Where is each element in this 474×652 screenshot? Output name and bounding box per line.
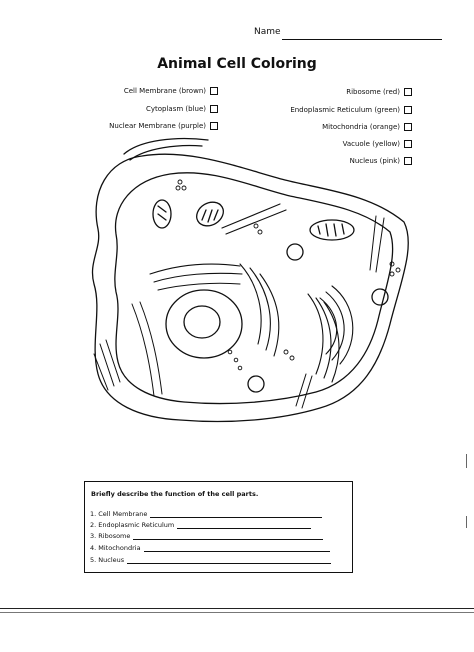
legend-item-nuclear-membrane	[109, 122, 218, 130]
answer-panel	[84, 481, 353, 573]
legend-label: Ribosome (red)	[346, 88, 400, 96]
question-prompt: Briefly describe the function of the cell parts.	[91, 490, 259, 498]
color-checkbox[interactable]	[210, 87, 218, 95]
cytoplasm-boundary	[115, 173, 393, 404]
name-label: Name	[254, 27, 281, 37]
legend-label: Nuclear Membrane (purple)	[109, 122, 206, 130]
cell-membrane	[92, 154, 408, 421]
question-label: 5. Nucleus	[90, 556, 125, 564]
legend-label: Nucleus (pink)	[349, 157, 400, 165]
name-field[interactable]	[282, 39, 442, 40]
question-row	[90, 532, 323, 540]
legend-label: Endoplasmic Reticulum (green)	[290, 106, 400, 114]
legend-label: Vacuole (yellow)	[342, 140, 400, 148]
legend-label: Cell Membrane (brown)	[123, 87, 206, 95]
answer-line[interactable]	[177, 522, 311, 529]
nuclear-membrane	[166, 290, 242, 358]
color-checkbox[interactable]	[404, 106, 412, 114]
legend-item-ribosome	[346, 88, 412, 96]
question-row	[90, 556, 331, 564]
legend-item-cytoplasm	[146, 105, 218, 113]
legend-item-cell-membrane	[124, 87, 218, 95]
page-title: Animal Cell Coloring	[157, 56, 317, 72]
question-label: 2. Endoplasmic Reticulum	[90, 521, 175, 529]
legend-label: Mitochondria (orange)	[322, 123, 400, 131]
color-checkbox[interactable]	[210, 122, 218, 130]
question-label: 3. Ribosome	[90, 532, 131, 540]
legend-item-endoplasmic-reticulum	[290, 106, 412, 114]
question-row	[90, 510, 322, 518]
question-label: 4. Mitochondria	[90, 544, 141, 552]
color-checkbox[interactable]	[404, 123, 412, 131]
answer-line[interactable]	[150, 511, 322, 518]
answer-line[interactable]	[144, 545, 330, 552]
golgi-apparatus	[320, 286, 353, 364]
answer-line[interactable]	[127, 557, 331, 564]
animal-cell-diagram	[80, 134, 420, 434]
color-checkbox[interactable]	[404, 88, 412, 96]
question-label: 1. Cell Membrane	[90, 510, 148, 518]
legend-item-mitochondria	[322, 123, 412, 131]
answer-line[interactable]	[133, 533, 323, 540]
scan-mark	[466, 516, 467, 528]
question-row	[90, 521, 311, 529]
question-row	[90, 544, 330, 552]
divider	[0, 608, 474, 609]
color-checkbox[interactable]	[210, 105, 218, 113]
legend-label: Cytoplasm (blue)	[145, 105, 206, 113]
divider	[0, 612, 474, 613]
ribosomes	[176, 180, 400, 370]
nucleolus	[184, 306, 220, 338]
scan-mark	[466, 454, 467, 468]
